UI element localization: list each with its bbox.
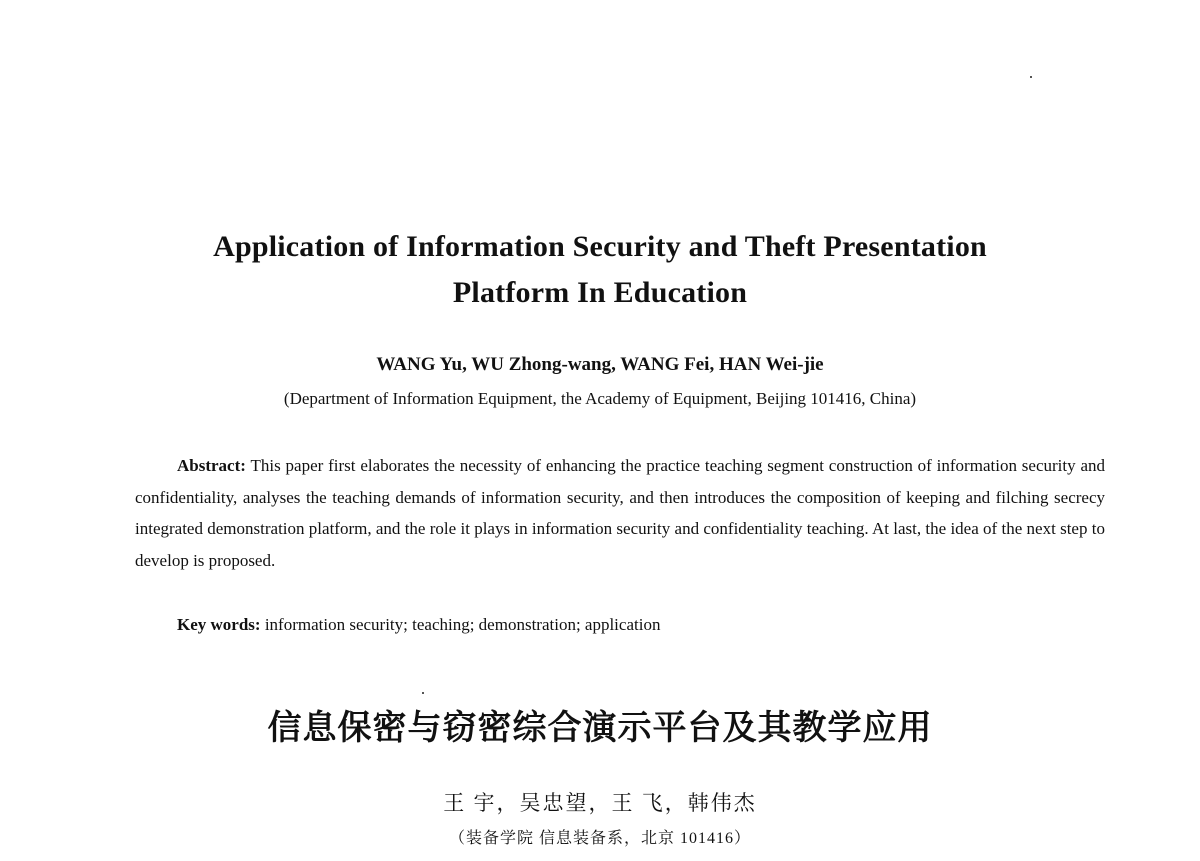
scan-speck <box>422 692 424 694</box>
english-title-line-2: Platform In Education <box>452 276 748 309</box>
keywords-text: information security; teaching; demonstration; application <box>264 615 661 634</box>
english-authors: WANG Yu, WU Zhong-wang, WANG Fei, HAN Wei-jie <box>376 354 824 375</box>
chinese-affiliation: （装备学院 信息装备系，北京 101416） <box>448 830 751 847</box>
abstract-text: This paper first elaborates the necessity of enhancing the practice teaching segment construction of information security and confidentiality, analyses the teaching demands of information security, and then introduces the composition of keeping and filching secrecy integrated demonstration platform, and the role it plays in information security and confidentiality teaching. At last, the idea of the next step to develop is proposed. <box>135 456 1105 570</box>
english-affiliation: (Department of Information Equipment, the Academy of Equipment, Beijing 101416, China) <box>283 389 917 408</box>
scan-speck <box>1030 76 1032 78</box>
keywords-label: Key words: <box>177 615 261 634</box>
english-title-line-1: Application of Information Security and Theft Presentation <box>213 230 987 263</box>
chinese-authors: 王 宇，吴忠望，王 飞，韩伟杰 <box>443 791 757 815</box>
abstract-label: Abstract: <box>177 456 246 475</box>
chinese-title: 信息保密与窃密综合演示平台及其教学应用 <box>267 710 933 747</box>
english-keywords <box>177 610 1097 640</box>
english-title <box>120 224 1080 316</box>
english-abstract <box>135 450 1105 576</box>
